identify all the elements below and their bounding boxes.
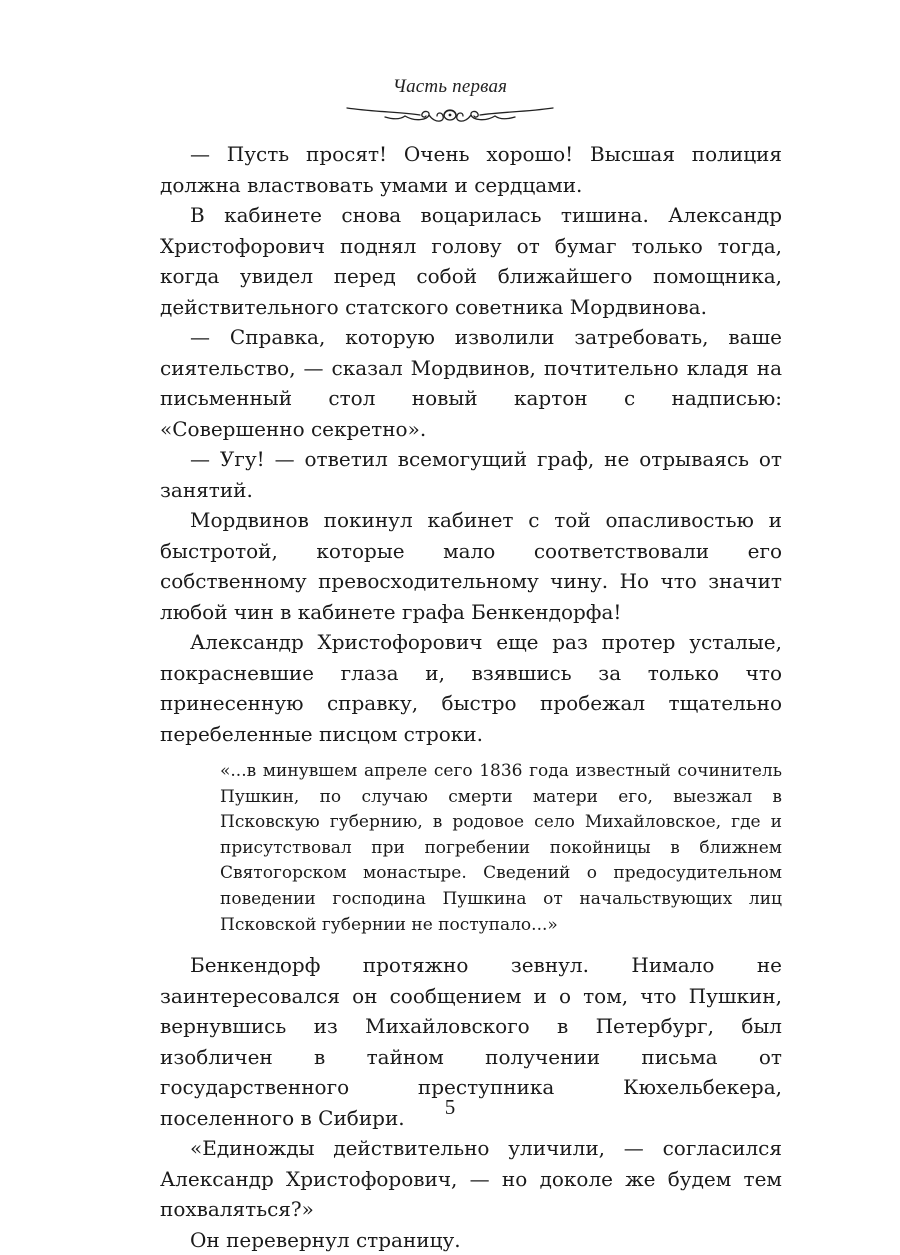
paragraph: В кабинете снова воцарилась тишина. Александр Христофорович поднял голову от бумаг только тогда, когда увидел перед собой ближайшего помощника, действительного статского советника Мордвинова. xyxy=(160,203,782,319)
paragraph: «Единожды действительно уличили, — согласился Александр Христофорович, — но доколе же будем тем похваляться?» xyxy=(160,1136,782,1222)
paragraph: Бенкендорф протяжно зевнул. Нимало не заинтересовался он сообщением и о том, что Пушкин, вернувшись из Михайловского в Петербург, был изобличен в тайном получении письма от государственного преступника Кюхельбекера, поселенного в Сибири. xyxy=(160,953,782,1130)
paragraph: Александр Христофорович еще раз протер усталые, покрасневшие глаза и, взявшись за только что принесенную справку, быстро пробежал тщательно перебеленные писцом строки. xyxy=(160,630,782,746)
paragraph: — Пусть просят! Очень хорошо! Высшая полиция должна властвовать умами и сердцами. xyxy=(160,142,782,197)
running-header xyxy=(0,76,900,130)
paragraph: — Справка, которую изволили затребовать, ваше сиятельство, — сказал Мордвинов, почтительно кладя на письменный стол новый картон с надписью: «Совершенно секретно». xyxy=(160,325,782,441)
paragraph: — Угу! — ответил всемогущий граф, не отрываясь от занятий. xyxy=(160,447,782,502)
paragraph: Мордвинов покинул кабинет с той опасливостью и быстротой, которые мало соответствовали его собственному превосходительному чину. Но что значит любой чин в кабинете графа Бенкендорфа! xyxy=(160,508,782,624)
flourish-ornament-icon xyxy=(345,102,555,130)
paragraph: Он перевернул страницу. xyxy=(190,1227,461,1252)
page-number: 5 xyxy=(444,1095,456,1119)
chapter-title: Часть первая xyxy=(392,76,508,97)
quote-text: «...в минувшем апреле сего 1836 года известный сочинитель Пушкин, по случаю смерти матери его, выезжал в Псковскую губернию, в родовое село Михайловское, где и присутствовал при погребении покойницы в ближнем Святогорском монастыре. Сведений о предосудительном поведении господина Пушкина от начальствующих лиц Псковской губернии не поступало...» xyxy=(220,761,782,935)
quoted-report xyxy=(160,759,782,938)
body-text xyxy=(160,139,782,1255)
